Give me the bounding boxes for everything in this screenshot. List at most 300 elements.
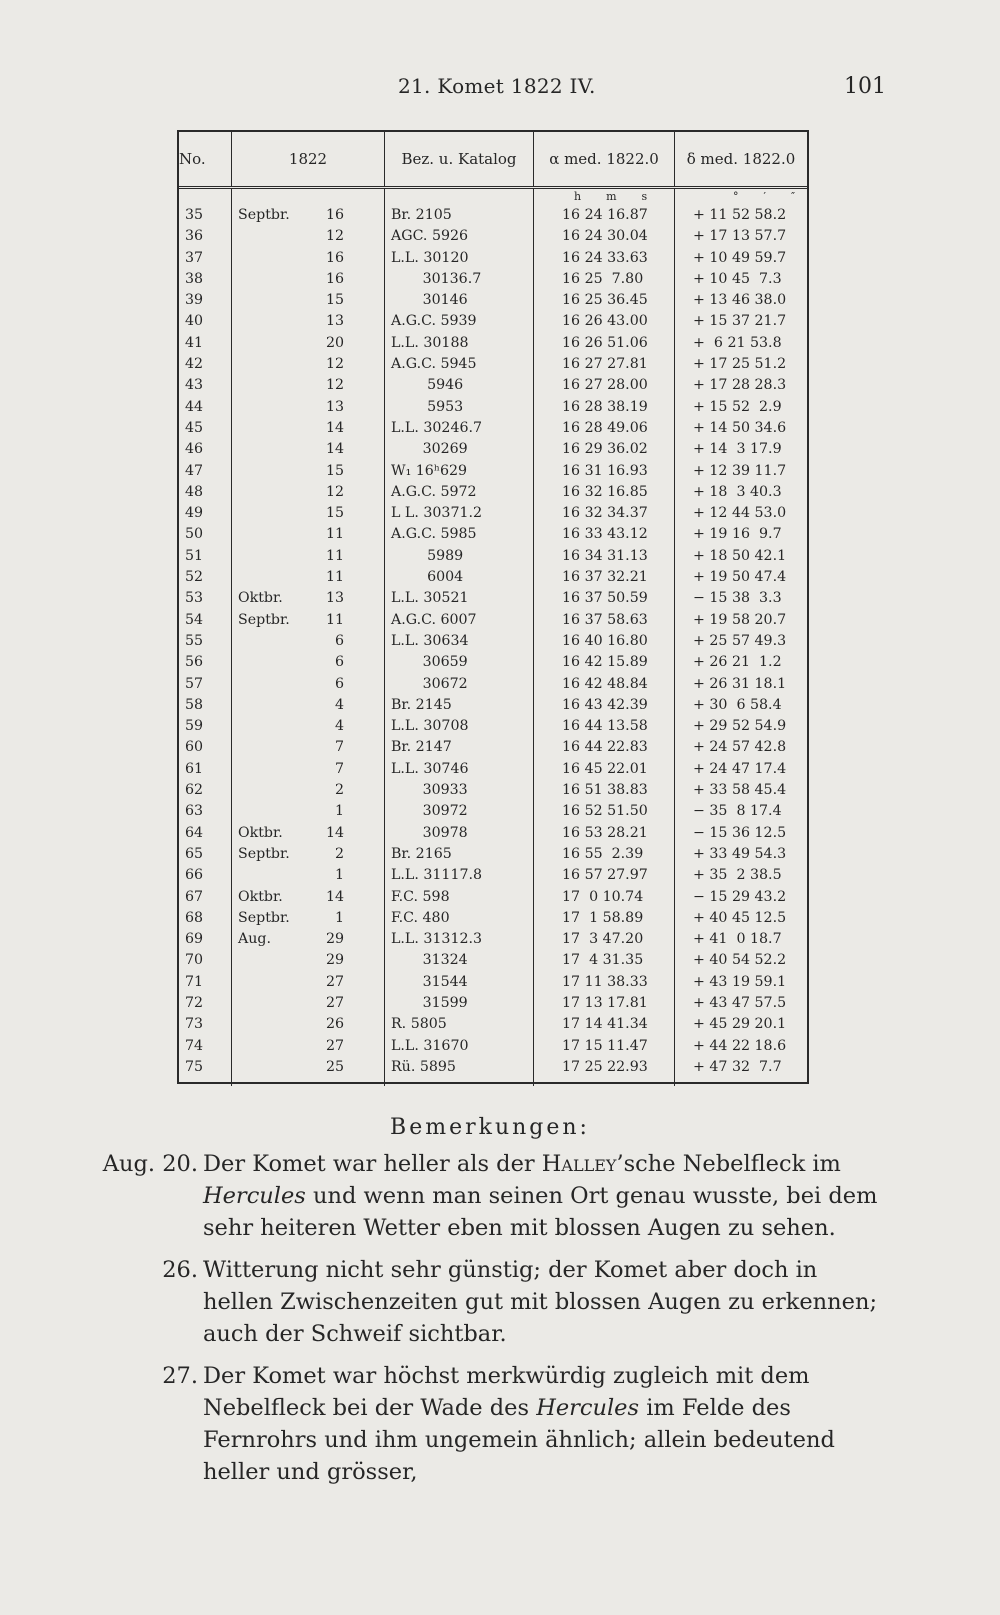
table-row xyxy=(179,610,807,631)
row-katalog: L.L. 31312.3 xyxy=(385,929,534,950)
row-ra: 16 53 28.21 xyxy=(534,823,675,844)
table-row xyxy=(179,226,807,247)
table-row xyxy=(179,695,807,716)
row-katalog: L.L. 31670 xyxy=(385,1036,534,1057)
row-number: 60 xyxy=(179,737,232,758)
row-number: 43 xyxy=(179,375,232,396)
row-dec: + 17 28 28.3 xyxy=(693,377,787,394)
row-day: 7 xyxy=(308,759,385,780)
row-day: 14 xyxy=(308,439,385,460)
row-day: 26 xyxy=(308,1014,385,1035)
row-dec: + 17 13 57.7 xyxy=(693,228,787,245)
row-day: 4 xyxy=(308,695,385,716)
row-dec: + 29 52 54.9 xyxy=(693,718,787,735)
row-number: 46 xyxy=(179,439,232,460)
row-month xyxy=(232,950,309,971)
row-dec: + 30 6 58.4 xyxy=(693,696,782,713)
row-ra: 17 13 17.81 xyxy=(534,993,675,1014)
row-katalog: A.G.C. 5939 xyxy=(385,311,534,332)
row-month xyxy=(232,674,309,695)
row-katalog: A.G.C. 5985 xyxy=(385,524,534,545)
row-dec: + 26 21 1.2 xyxy=(693,654,782,671)
header-katalog: Bez. u. Katalog xyxy=(385,132,534,188)
row-month: Septbr. xyxy=(238,611,290,628)
row-katalog: 30136.7 xyxy=(385,269,534,290)
row-katalog: L.L. 30188 xyxy=(385,333,534,354)
row-month xyxy=(232,375,309,396)
row-dec: − 15 29 43.2 xyxy=(693,888,787,905)
row-number: 38 xyxy=(179,269,232,290)
row-katalog: Br. 2145 xyxy=(385,695,534,716)
row-dec: + 26 31 18.1 xyxy=(693,675,787,692)
row-katalog: L L. 30371.2 xyxy=(385,503,534,524)
row-katalog: 30146 xyxy=(385,290,534,311)
row-ra: 16 28 38.19 xyxy=(534,397,675,418)
header-no: No. xyxy=(179,132,232,188)
row-ra: 16 24 30.04 xyxy=(534,226,675,247)
row-katalog: A.G.C. 5972 xyxy=(385,482,534,503)
header-dec: δ med. 1822.0 xyxy=(675,132,808,188)
row-ra: 17 1 58.89 xyxy=(534,908,675,929)
row-day: 14 xyxy=(308,418,385,439)
row-month xyxy=(232,354,309,375)
row-number: 64 xyxy=(179,823,232,844)
row-ra: 17 15 11.47 xyxy=(534,1036,675,1057)
row-month: Septbr. xyxy=(238,909,290,926)
remark-entry xyxy=(100,1254,890,1350)
table-row xyxy=(179,865,807,886)
row-number: 48 xyxy=(179,482,232,503)
table-row xyxy=(179,524,807,545)
row-month: Septbr. xyxy=(238,845,290,862)
row-number: 62 xyxy=(179,780,232,801)
row-dec: + 43 47 57.5 xyxy=(693,994,787,1011)
row-day: 2 xyxy=(308,844,385,865)
row-ra: 16 55 2.39 xyxy=(534,844,675,865)
row-dec: + 17 25 51.2 xyxy=(693,356,787,373)
table-row xyxy=(179,716,807,737)
row-katalog: AGC. 5926 xyxy=(385,226,534,247)
remark-entry xyxy=(100,1148,890,1244)
row-month xyxy=(232,269,309,290)
row-month xyxy=(232,397,309,418)
row-day: 16 xyxy=(308,248,385,269)
row-dec: + 19 58 20.7 xyxy=(693,611,787,628)
row-month xyxy=(232,333,309,354)
table-row xyxy=(179,397,807,418)
row-month xyxy=(232,482,309,503)
table-row xyxy=(179,248,807,269)
row-day: 6 xyxy=(308,674,385,695)
row-number: 57 xyxy=(179,674,232,695)
row-number: 68 xyxy=(179,908,232,929)
remarks-section xyxy=(100,1112,890,1498)
header-year: 1822 xyxy=(232,132,385,188)
row-day: 14 xyxy=(308,823,385,844)
row-month xyxy=(232,1036,309,1057)
row-month xyxy=(232,461,309,482)
row-month xyxy=(232,248,309,269)
row-katalog: L.L. 30746 xyxy=(385,759,534,780)
row-number: 66 xyxy=(179,865,232,886)
table-row xyxy=(179,503,807,524)
row-day: 6 xyxy=(308,631,385,652)
row-day: 1 xyxy=(308,801,385,822)
row-month xyxy=(232,865,309,886)
row-ra: 16 33 43.12 xyxy=(534,524,675,545)
row-ra: 16 37 32.21 xyxy=(534,567,675,588)
row-number: 45 xyxy=(179,418,232,439)
table-row xyxy=(179,823,807,844)
row-katalog: 5989 xyxy=(385,546,534,567)
row-dec: + 6 21 53.8 xyxy=(693,334,782,351)
row-katalog: R. 5805 xyxy=(385,1014,534,1035)
row-day: 1 xyxy=(308,865,385,886)
table-row xyxy=(179,972,807,993)
row-month xyxy=(232,716,309,737)
row-dec: + 15 37 21.7 xyxy=(693,313,787,330)
dec-units: ° ′ ″ xyxy=(733,190,802,203)
row-katalog: L.L. 30120 xyxy=(385,248,534,269)
row-month xyxy=(232,695,309,716)
row-number: 36 xyxy=(179,226,232,247)
row-number: 71 xyxy=(179,972,232,993)
row-ra: 16 57 27.97 xyxy=(534,865,675,886)
table-header-row xyxy=(179,132,807,188)
table-row xyxy=(179,1014,807,1035)
row-katalog: L.L. 31117.8 xyxy=(385,865,534,886)
row-dec: + 15 52 2.9 xyxy=(693,398,782,415)
running-head xyxy=(0,74,1000,104)
row-number: 41 xyxy=(179,333,232,354)
comparison-star-table xyxy=(177,130,809,1084)
row-katalog: L.L. 30634 xyxy=(385,631,534,652)
row-month xyxy=(232,972,309,993)
row-month xyxy=(232,759,309,780)
row-dec: + 18 50 42.1 xyxy=(693,547,787,564)
row-dec: + 43 19 59.1 xyxy=(693,973,787,990)
row-number: 56 xyxy=(179,652,232,673)
row-katalog: W₁ 16ʰ629 xyxy=(385,461,534,482)
row-ra: 16 31 16.93 xyxy=(534,461,675,482)
row-ra: 17 14 41.34 xyxy=(534,1014,675,1035)
table-row xyxy=(179,290,807,311)
row-katalog: 30269 xyxy=(385,439,534,460)
remark-entry xyxy=(100,1360,890,1488)
row-day: 12 xyxy=(308,354,385,375)
row-month xyxy=(232,567,309,588)
row-ra: 16 51 38.83 xyxy=(534,780,675,801)
running-title: 21. Komet 1822 IV. xyxy=(398,74,596,98)
row-number: 73 xyxy=(179,1014,232,1035)
row-katalog: A.G.C. 6007 xyxy=(385,610,534,631)
row-ra: 16 26 51.06 xyxy=(534,333,675,354)
row-day: 6 xyxy=(308,652,385,673)
row-number: 39 xyxy=(179,290,232,311)
table-row xyxy=(179,1057,807,1086)
table-row xyxy=(179,375,807,396)
row-month: Aug. xyxy=(238,931,271,948)
row-dec: + 10 49 59.7 xyxy=(693,249,787,266)
table-row xyxy=(179,1036,807,1057)
row-ra: 16 25 36.45 xyxy=(534,290,675,311)
remarks-heading: Bemerkungen: xyxy=(390,1115,590,1140)
row-number: 65 xyxy=(179,844,232,865)
table-row xyxy=(179,674,807,695)
row-day: 29 xyxy=(308,950,385,971)
row-dec: + 40 54 52.2 xyxy=(693,952,787,969)
row-dec: + 19 50 47.4 xyxy=(693,569,787,586)
row-month xyxy=(232,226,309,247)
row-katalog: 30672 xyxy=(385,674,534,695)
row-number: 54 xyxy=(179,610,232,631)
row-ra: 17 4 31.35 xyxy=(534,950,675,971)
row-katalog: Rü. 5895 xyxy=(385,1057,534,1086)
row-day: 13 xyxy=(308,311,385,332)
row-ra: 16 43 42.39 xyxy=(534,695,675,716)
row-month xyxy=(232,631,309,652)
table-row xyxy=(179,737,807,758)
row-dec: + 12 44 53.0 xyxy=(693,505,787,522)
row-number: 51 xyxy=(179,546,232,567)
row-month xyxy=(232,503,309,524)
row-number: 61 xyxy=(179,759,232,780)
row-day: 27 xyxy=(308,1036,385,1057)
row-dec: + 33 49 54.3 xyxy=(693,845,787,862)
row-dec: + 47 32 7.7 xyxy=(693,1058,782,1075)
row-month xyxy=(232,801,309,822)
row-day: 13 xyxy=(308,588,385,609)
table-row xyxy=(179,333,807,354)
row-day: 4 xyxy=(308,716,385,737)
row-katalog: Br. 2147 xyxy=(385,737,534,758)
remark-text: Der Komet war höchst merkwürdig zugleich mit dem Nebelfleck bei der Wade des Hercules im Felde des Fernrohrs und ihm ungemein ähnlich; allein bedeutend heller und grösser, xyxy=(203,1363,835,1485)
row-katalog: 5953 xyxy=(385,397,534,418)
row-day: 12 xyxy=(308,482,385,503)
row-katalog: Br. 2165 xyxy=(385,844,534,865)
row-number: 72 xyxy=(179,993,232,1014)
row-dec: − 15 36 12.5 xyxy=(693,824,787,841)
row-katalog: 5946 xyxy=(385,375,534,396)
row-katalog: Br. 2105 xyxy=(385,205,534,226)
row-number: 67 xyxy=(179,887,232,908)
row-number: 69 xyxy=(179,929,232,950)
row-month xyxy=(232,311,309,332)
row-month: Oktbr. xyxy=(238,824,283,841)
table-row xyxy=(179,844,807,865)
row-day: 11 xyxy=(308,546,385,567)
ra-units: h m s xyxy=(534,188,675,206)
row-dec: + 24 57 42.8 xyxy=(693,739,787,756)
table-row xyxy=(179,759,807,780)
table-row xyxy=(179,205,807,226)
row-ra: 16 45 22.01 xyxy=(534,759,675,780)
row-number: 75 xyxy=(179,1057,232,1086)
table-row xyxy=(179,482,807,503)
table-row xyxy=(179,780,807,801)
row-ra: 16 42 15.89 xyxy=(534,652,675,673)
row-month xyxy=(232,1057,309,1086)
row-number: 52 xyxy=(179,567,232,588)
row-month: Oktbr. xyxy=(238,590,283,607)
table-row xyxy=(179,311,807,332)
row-katalog: 30978 xyxy=(385,823,534,844)
row-ra: 16 44 22.83 xyxy=(534,737,675,758)
row-dec: + 11 52 58.2 xyxy=(693,207,787,223)
row-dec: + 12 39 11.7 xyxy=(693,462,787,479)
table-row xyxy=(179,418,807,439)
table-row xyxy=(179,950,807,971)
row-katalog: 6004 xyxy=(385,567,534,588)
row-number: 74 xyxy=(179,1036,232,1057)
page-number: 101 xyxy=(844,74,886,99)
row-number: 63 xyxy=(179,801,232,822)
row-day: 20 xyxy=(308,333,385,354)
row-day: 11 xyxy=(308,610,385,631)
row-day: 1 xyxy=(308,908,385,929)
header-ra: α med. 1822.0 xyxy=(534,132,675,188)
row-ra: 17 0 10.74 xyxy=(534,887,675,908)
row-day: 16 xyxy=(308,269,385,290)
row-ra: 16 25 7.80 xyxy=(534,269,675,290)
row-ra: 16 44 13.58 xyxy=(534,716,675,737)
row-dec: + 44 22 18.6 xyxy=(693,1037,787,1054)
row-dec: + 14 3 17.9 xyxy=(693,441,782,458)
row-day: 12 xyxy=(308,226,385,247)
row-katalog: 31599 xyxy=(385,993,534,1014)
row-katalog: A.G.C. 5945 xyxy=(385,354,534,375)
row-number: 40 xyxy=(179,311,232,332)
table-row xyxy=(179,567,807,588)
row-month xyxy=(232,737,309,758)
row-ra: 17 25 22.93 xyxy=(534,1057,675,1086)
table-row xyxy=(179,461,807,482)
row-number: 50 xyxy=(179,524,232,545)
table-row xyxy=(179,354,807,375)
row-dec: − 15 38 3.3 xyxy=(693,590,782,607)
row-katalog: 31544 xyxy=(385,972,534,993)
row-dec: + 40 45 12.5 xyxy=(693,909,787,926)
remark-date: 26. xyxy=(162,1257,198,1283)
remark-text: Witterung nicht sehr günstig; der Komet aber doch in hellen Zwischenzeiten gut mit blossen Augen zu erkennen; auch der Schweif sichtbar. xyxy=(203,1257,878,1347)
row-dec: + 41 0 18.7 xyxy=(693,931,782,948)
row-katalog: 30659 xyxy=(385,652,534,673)
row-dec: + 24 47 17.4 xyxy=(693,760,787,777)
row-day: 27 xyxy=(308,972,385,993)
row-number: 53 xyxy=(179,588,232,609)
row-ra: 16 24 33.63 xyxy=(534,248,675,269)
row-day: 12 xyxy=(308,375,385,396)
row-day: 27 xyxy=(308,993,385,1014)
row-number: 47 xyxy=(179,461,232,482)
row-ra: 16 24 16.87 xyxy=(534,205,675,226)
row-number: 42 xyxy=(179,354,232,375)
table-row xyxy=(179,269,807,290)
row-number: 37 xyxy=(179,248,232,269)
row-day: 15 xyxy=(308,290,385,311)
row-ra: 16 42 48.84 xyxy=(534,674,675,695)
row-number: 70 xyxy=(179,950,232,971)
table-row xyxy=(179,652,807,673)
row-day: 11 xyxy=(308,524,385,545)
row-month xyxy=(232,418,309,439)
row-day: 25 xyxy=(308,1057,385,1086)
remark-date: Aug. 20. xyxy=(102,1151,198,1177)
row-number: 35 xyxy=(179,205,232,226)
row-month xyxy=(232,524,309,545)
row-ra: 16 37 58.63 xyxy=(534,610,675,631)
row-ra: 16 52 51.50 xyxy=(534,801,675,822)
row-month xyxy=(232,1014,309,1035)
row-month: Septbr. xyxy=(238,207,290,223)
row-ra: 16 32 34.37 xyxy=(534,503,675,524)
row-month: Oktbr. xyxy=(238,888,283,905)
row-number: 55 xyxy=(179,631,232,652)
row-ra: 16 28 49.06 xyxy=(534,418,675,439)
row-katalog: F.C. 480 xyxy=(385,908,534,929)
row-dec: + 35 2 38.5 xyxy=(693,867,782,884)
row-number: 49 xyxy=(179,503,232,524)
row-ra: 16 26 43.00 xyxy=(534,311,675,332)
row-month xyxy=(232,546,309,567)
table-row xyxy=(179,588,807,609)
row-month xyxy=(232,439,309,460)
row-katalog: L.L. 30246.7 xyxy=(385,418,534,439)
table-row xyxy=(179,801,807,822)
row-dec: + 18 3 40.3 xyxy=(693,483,782,500)
row-day: 2 xyxy=(308,780,385,801)
table-row xyxy=(179,887,807,908)
remark-text: Der Komet war heller als der Halley’sche Nebelfleck im Hercules und wenn man seinen Ort genau wusste, bei dem sehr heiteren Wetter eben mit blossen Augen zu sehen. xyxy=(203,1151,878,1241)
row-dec: − 35 8 17.4 xyxy=(693,803,782,820)
table-body xyxy=(179,188,807,1087)
row-dec: + 25 57 49.3 xyxy=(693,632,787,649)
row-number: 44 xyxy=(179,397,232,418)
row-dec: + 13 46 38.0 xyxy=(693,292,787,309)
row-day: 29 xyxy=(308,929,385,950)
table-row xyxy=(179,929,807,950)
row-katalog: F.C. 598 xyxy=(385,887,534,908)
row-month xyxy=(232,780,309,801)
row-dec: + 45 29 20.1 xyxy=(693,1016,787,1033)
row-ra: 17 11 38.33 xyxy=(534,972,675,993)
table-row xyxy=(179,439,807,460)
row-ra: 16 29 36.02 xyxy=(534,439,675,460)
row-ra: 16 32 16.85 xyxy=(534,482,675,503)
row-month xyxy=(232,993,309,1014)
row-day: 16 xyxy=(308,205,385,226)
row-number: 58 xyxy=(179,695,232,716)
row-day: 15 xyxy=(308,461,385,482)
row-ra: 16 27 28.00 xyxy=(534,375,675,396)
table-row xyxy=(179,908,807,929)
row-dec: + 14 50 34.6 xyxy=(693,419,787,436)
row-month xyxy=(232,290,309,311)
row-day: 13 xyxy=(308,397,385,418)
star-catalog-table xyxy=(179,132,807,1086)
row-day: 11 xyxy=(308,567,385,588)
remark-date: 27. xyxy=(162,1363,198,1389)
row-katalog: 31324 xyxy=(385,950,534,971)
table-row xyxy=(179,993,807,1014)
row-month xyxy=(232,652,309,673)
row-dec: + 10 45 7.3 xyxy=(693,270,782,287)
row-ra: 16 34 31.13 xyxy=(534,546,675,567)
row-katalog: 30972 xyxy=(385,801,534,822)
row-number: 59 xyxy=(179,716,232,737)
row-ra: 16 40 16.80 xyxy=(534,631,675,652)
row-day: 14 xyxy=(308,887,385,908)
